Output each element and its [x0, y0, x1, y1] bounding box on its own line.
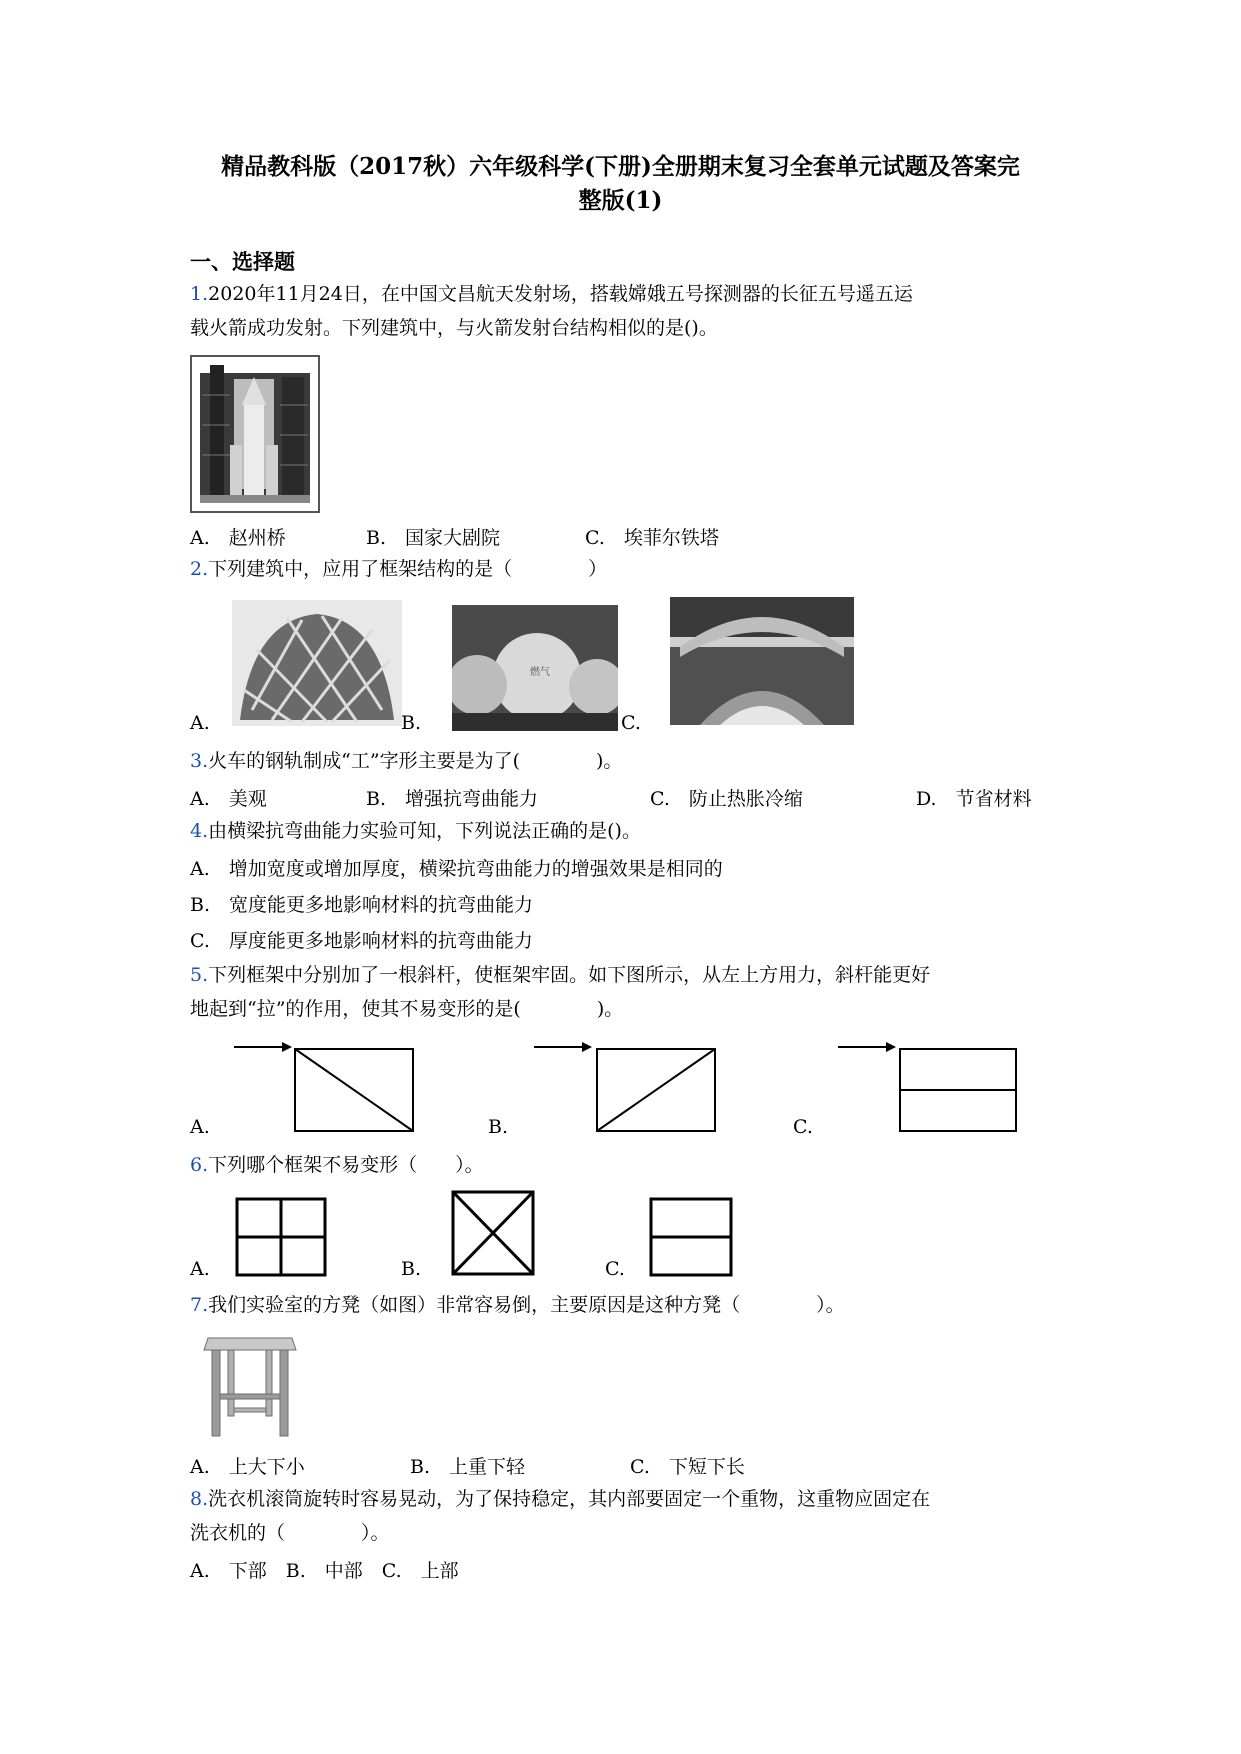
arrow-icon: [582, 1042, 592, 1052]
question-text: 下列建筑中，应用了框架结构的是（ ）: [208, 558, 608, 580]
option-q5-c[interactable]: C.: [793, 1116, 813, 1138]
option-q1-b[interactable]: B. 国家大剧院: [366, 527, 501, 549]
option-q3-a[interactable]: A. 美观: [190, 788, 267, 810]
option-q6-c[interactable]: C.: [605, 1258, 625, 1280]
question-number: 5.: [190, 964, 209, 986]
option-q1-a[interactable]: A. 赵州桥: [190, 527, 286, 549]
svg-text:燃气: 燃气: [530, 667, 550, 678]
question-5-line2: 地起到“拉”的作用，使其不易变形的是( )。: [190, 998, 624, 1020]
question-number: 3.: [190, 750, 209, 772]
arrow-icon: [282, 1042, 292, 1052]
question-text: 洗衣机滚筒旋转时容易晃动，为了保持稳定，其内部要固定一个重物，这重物应固定在: [208, 1488, 931, 1510]
question-1-line1: [190, 281, 913, 307]
question-8-line1: [190, 1486, 930, 1512]
question-4-line1: [190, 818, 641, 844]
frame-cross-braced-image: [450, 1189, 536, 1277]
option-q7-c[interactable]: C. 下短下长: [630, 1456, 745, 1478]
option-q3-b[interactable]: B. 增强抗弯曲能力: [366, 788, 539, 810]
frame-diagonal-down-image: [232, 1038, 417, 1134]
question-number: 1.: [190, 283, 209, 305]
page-title-line2: 整版(1): [578, 187, 663, 214]
question-text: 下列框架中分别加了一根斜杆，使框架牢固。如下图所示，从左上方用力，斜杆能更好: [208, 964, 931, 986]
option-q4-b[interactable]: B. 宽度能更多地影响材料的抗弯曲能力: [190, 894, 534, 916]
question-6-line1: [190, 1152, 484, 1178]
option-q3-d[interactable]: D. 节省材料: [916, 788, 1032, 810]
frame-horizontal-bar-image: [836, 1038, 1020, 1134]
option-q3-c[interactable]: C. 防止热胀冷缩: [650, 788, 803, 810]
question-5-line1: [190, 962, 930, 988]
option-q4-a[interactable]: A. 增加宽度或增加厚度，横梁抗弯曲能力的增强效果是相同的: [190, 858, 723, 880]
question-8-line2: 洗衣机的（ ）。: [190, 1522, 390, 1544]
question-number: 8.: [190, 1488, 209, 1510]
question-1-line2: 载火箭成功发射。下列建筑中，与火箭发射台结构相似的是()。: [190, 317, 718, 339]
question-text: 我们实验室的方凳（如图）非常容易倒，主要原因是这种方凳（ ）。: [208, 1294, 845, 1316]
frame-grid-image: [234, 1196, 328, 1278]
arch-bridge-image: [670, 597, 854, 725]
option-q6-b[interactable]: B.: [401, 1258, 422, 1280]
question-text: 火车的钢轨制成“工”字形主要是为了( )。: [208, 750, 623, 772]
lab-stool-image: [200, 1334, 300, 1438]
option-q7-a[interactable]: A. 上大下小: [190, 1456, 305, 1478]
question-text: 由横梁抗弯曲能力实验可知，下列说法正确的是()。: [208, 820, 641, 842]
option-q2-b[interactable]: B.: [401, 712, 422, 734]
option-q5-a[interactable]: A.: [190, 1116, 210, 1138]
bird-nest-stadium-image: [232, 600, 402, 726]
frame-split-image: [648, 1196, 734, 1278]
option-q2-c[interactable]: C.: [621, 712, 641, 734]
option-q1-c[interactable]: C. 埃菲尔铁塔: [585, 527, 719, 549]
question-7-line1: [190, 1292, 845, 1318]
question-2-line1: [190, 556, 607, 582]
option-q5-b[interactable]: B.: [488, 1116, 509, 1138]
question-number: 6.: [190, 1154, 209, 1176]
question-text: 下列哪个框架不易变形（ ）。: [208, 1154, 484, 1176]
frame-diagonal-up-image: [530, 1038, 720, 1134]
option-q8-all[interactable]: A. 下部 B. 中部 C. 上部: [190, 1560, 459, 1582]
rocket-launch-tower-image: [190, 355, 320, 513]
spherical-tanks-image: [452, 605, 618, 731]
question-number: 2.: [190, 558, 209, 580]
question-number: 4.: [190, 820, 209, 842]
option-q6-a[interactable]: A.: [190, 1258, 210, 1280]
question-text: 2020年11月24日，在中国文昌航天发射场，搭载嫦娥五号探测器的长征五号遥五运: [208, 283, 913, 305]
option-q4-c[interactable]: C. 厚度能更多地影响材料的抗弯曲能力: [190, 930, 533, 952]
option-q7-b[interactable]: B. 上重下轻: [410, 1456, 526, 1478]
arrow-icon: [886, 1042, 896, 1052]
page-title-line1: 精品教科版（2017秋）六年级科学(下册)全册期末复习全套单元试题及答案完: [221, 153, 1020, 180]
section-heading: 一、选择题: [190, 249, 295, 274]
question-number: 7.: [190, 1294, 209, 1316]
question-3-line1: [190, 748, 622, 774]
option-q2-a[interactable]: A.: [190, 712, 210, 734]
